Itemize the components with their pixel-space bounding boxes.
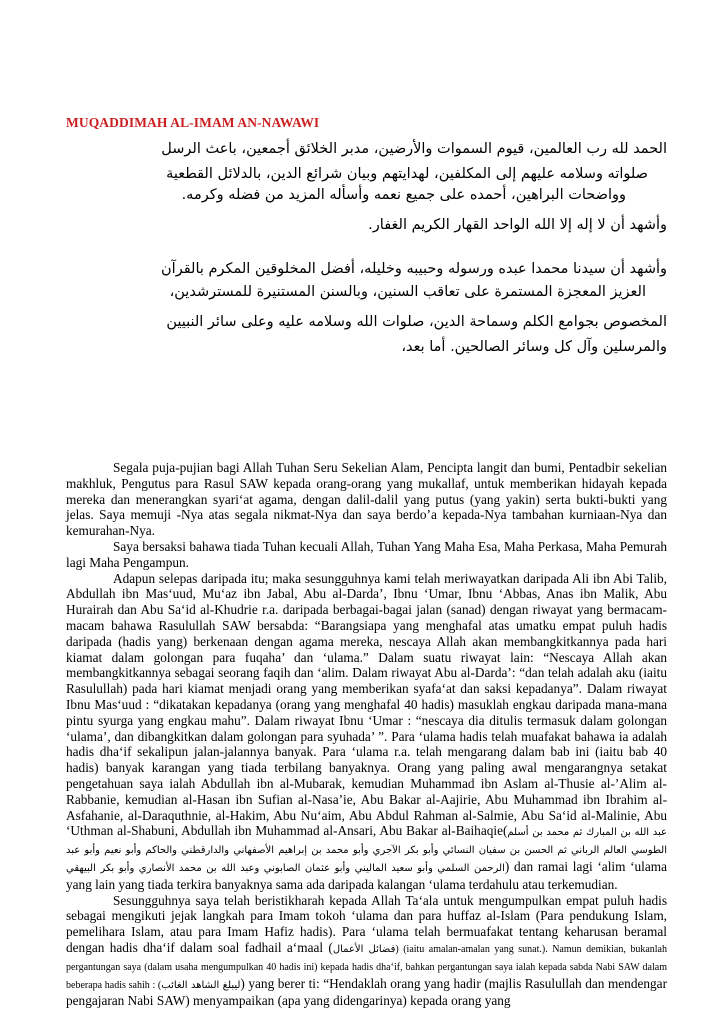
paragraph-3-text-a: Adapun selepas daripada itu; maka sesungguhnya kami telah meriwayatkan daripada Ali ibn Abi Talib, Abdullah ibn Mas‘uud, Mu‘az ibn Jabal, Abu al-Darda’, Ibnu ‘Umar, Ibnu ‘Abbas, Anas ibn Malik, Abu Hurairah dan Abu Sa‘id al-Khudrie r.a. daripada berbagai-bagai jalan (sanad) dengan riwayat yang bermacam-macam bahawa Rasulullah SAW bersabda: “Barangsiapa yang menghafal atas umatku empat puluh hadis daripada (hadis yang) berkenaan dengan agama mereka, nescaya Allah akan membangkitkannya pada hari kiamat dalam golongan para fuqaha’ dan ‘ulama.” Dalam suatu riwayat lain: “Nescaya Allah akan membangkitkannya sebagai seorang faqih dan ‘alim. Dalam riwayat Abu al-Darda’: “dan telah adalah aku (iaitu Rasulullah) pada hari kiamat menjadi orang yang memberikan syafa‘at dan saksi kepadanya”. Dalam riwayat Ibnu Mas‘uud : “dikatakan kepadanya (orang yang menghafal 40 hadis) masuklah engkau daripada mana-mana pintu syurga yang engkau mahu”. Dalam riwayat Ibnu ‘Umar : “nescaya dia ditulis termasuk dalam golongan ‘ulama’, dan dibangkitkan dalam golongan para syuhada’ ”. Para ‘ulama hadis telah muafakat bahawa ia adalah hadis dha‘if sekalipun jalan-jalannya banyak. Para ‘ulama r.a. telah mengarang dalam bab ini (iaitu bab 40 hadis) banyak karangan yang tiada terbilang banyaknya. Orang yang paling awal mengarangnya setakat pengetahuan saya ialah Abdullah ibn al-Mubarak, kemudian Muhammad ibn Aslam al-Thusie al-’Alim al-Rabbanie, kemudian al-Hasan ibn Sufian al-Nasa’ie, Abu Bakar al-Aajirie, Abu Muhammad ibn Ibrahim al-Asfahanie, al-Daraquthnie, al-Hakim, Abu Nu‘aim, Abu Abdul Rahman al-Salmie, Abu Sa‘id al-Malinie, Abu ‘Uthman al-Shabuni, Abdullah ibn Muhammad al-Ansari, Abu Bakar al-Baihaqie(: [66, 570, 667, 839]
arabic-line-6: العزيز المعجزة المستمرة على تعاقب السنين، وبالسنن المستنيرة للمسترشدين،: [169, 284, 646, 300]
paragraph-4-text-a: Sesungguhnya saya telah beristikharah kepada Allah Ta‘ala untuk mengumpulkan empat puluh hadis sebagai mengikuti jejak langkah para Imam tokoh ‘ulama dan para huffaz al-Islam (Para pendukung Islam, pemelihara Islam, atau para Imam Hafiz hadis). Para ‘ulama telah bermuafakat tentang keharusan beramal dengan hadis dha‘if dalam soal fadhail a‘maal (: [66, 892, 667, 955]
paragraph-3: [66, 571, 667, 893]
paragraph-3-text-b: ) dan ramai lagi ‘alim ‘ulama yang lain yang tiada terkira banyaknya sama ada daripada kalangan ‘ulama terdahulu atau terkemudian.: [66, 858, 667, 892]
paragraph-4-text-c: ) yang berer ti: “Hendaklah orang yang hadir (majlis Rasulullah dan mendengar pengajaran Nabi SAW) menyampaikan (apa yang didengarinya) kepada orang yang: [66, 975, 668, 1009]
arabic-line-8: والمرسلين وآل كل وسائر الصالحين. أما بعد،: [401, 339, 667, 355]
section-heading: MUQADDIMAH AL-IMAM AN-NAWAWI: [66, 115, 320, 130]
arabic-line-3: وواضحات البراهين، أحمده على جميع نعمه وأسأله المزيد من فضله وكرمه.: [181, 187, 626, 203]
arabic-line-4: وأشهد أن لا إله إلا الله الواحد القهار الكريم الغفار.: [368, 217, 667, 233]
arabic-inline-hadith: ليبلغ الشاهد الغائب: [161, 979, 241, 991]
paragraph-1: Segala puja-pujian bagi Allah Tuhan Seru Sekelian Alam, Pencipta langit dan bumi, Pentadbir sekelian makhluk, Pengutus para Rasul SAW kepada orang-orang yang mukallaf, untuk memberikan hidayah kepada mereka dan menerangkan syari‘at agama, dengan dalil-dalil yang putus (yang yakin) serta bukti-bukti yang jelas. Saya memuji -Nya atas segala nikmat-Nya dan saya berdo’a kepada-Nya tambahan kurniaan-Nya dan kemurahan-Nya.: [66, 460, 667, 539]
arabic-line-5: وأشهد أن سيدنا محمدا عبده ورسوله وحبيبه وخليله، أفضل المخلوقين المكرم بالقرآن: [161, 261, 667, 277]
paragraph-4-text-b: ) (iaitu amalan-amalan yang sunat.). Namun demikian, bukanlah pergantungan saya (dalam usaha mengumpulkan 40 hadis ini) kepada hadis dha‘if, bahkan pergantungan saya ialah kepada sabda Nabi SAW dalam beberapa hadis sahih : (: [66, 943, 667, 991]
paragraph-4: [66, 893, 667, 1010]
arabic-line-7: المخصوص بجوامع الكلم وسماحة الدين، صلوات الله وسلامه عليه وعلى سائر النبيين: [166, 314, 667, 330]
arabic-line-1: الحمد لله رب العالمين، قيوم السموات والأرضين، مدبر الخلائق أجمعين، باعث الرسل: [161, 141, 667, 157]
arabic-line-2: صلواته وسلامه عليهم إلى المكلفين، لهدايتهم وبيان شرائع الدين، بالدلائل القطعية: [166, 166, 648, 182]
arabic-inline-fadhail: فضائل الأعمال: [332, 943, 396, 955]
body-text: [66, 460, 667, 1009]
paragraph-2: Saya bersaksi bahawa tiada Tuhan kecuali Allah, Tuhan Yang Maha Esa, Maha Perkasa, Maha Pemurah lagi Maha Pengampun.: [66, 538, 667, 570]
arabic-inline-names: عبد الله بن المبارك ثم محمد بن أسلم الطوسي العالم الرباني ثم الحسن بن سفيان النسائي وأبو بكر الآجري وأبو محمد بن إبراهيم الأصفهاني والدارقطني والحاكم وأبو نعيم وأبو عبد الرحمن السلمي وأبو سعيد الماليني وأبو عثمان الصابوني وعبد الله بن محمد الأنصاري وأبو بكر البيهقي: [66, 827, 667, 874]
